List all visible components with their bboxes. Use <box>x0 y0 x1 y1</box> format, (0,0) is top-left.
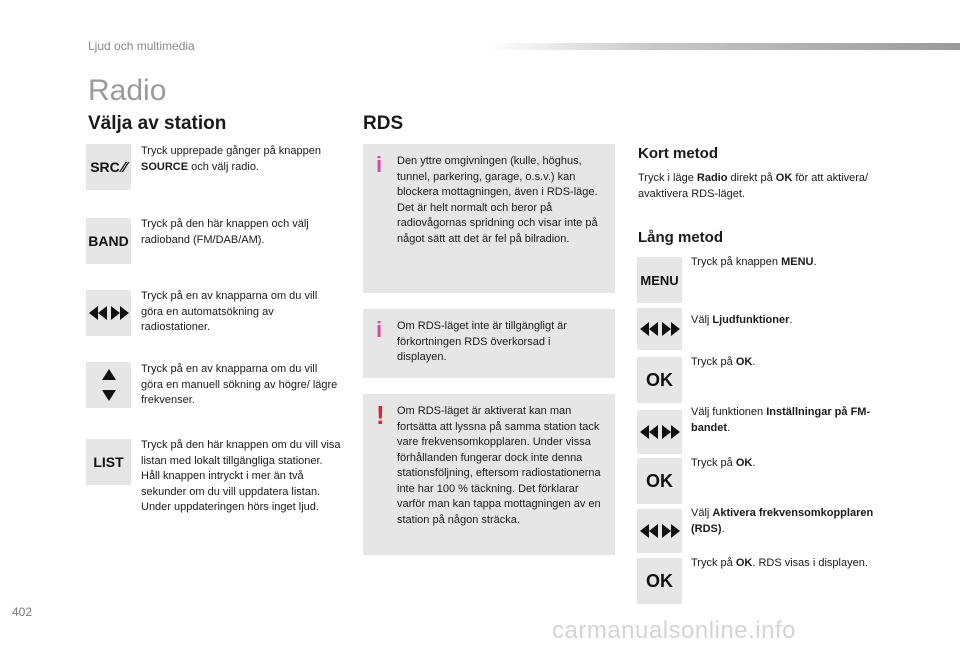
step-bold: OK <box>735 356 753 368</box>
seek-arrows-icon <box>86 290 131 336</box>
step-bold: Aktivera frekvensomkopplaren (RDS) <box>691 507 874 535</box>
short-bold-2: OK <box>775 172 793 184</box>
step-text: Tryck på <box>691 356 736 368</box>
band-instruction: Tryck på den här knappen och välj radioband (FM/DAB/AM). <box>141 218 309 246</box>
long-step-4 <box>691 405 881 436</box>
step-text: Välj <box>691 314 713 326</box>
ok-icon <box>637 558 682 604</box>
info-note-text: Den yttre omgivningen (kulle, höghus, tunnel, parkering, garage, o.s.v.) kan blockera mottagningen, även i RDS-läge. Det är helt normalt och beror på radiovågornas spridning och visar inte på något sätt att det är fel på bilradion. <box>397 155 598 245</box>
warning-note-frequency-switch <box>363 394 615 555</box>
heading-rds: RDS <box>363 113 404 134</box>
ok-icon <box>637 458 682 504</box>
step-bold: Inställningar på FM-bandet <box>691 406 871 434</box>
step-bold: Ljudfunktioner <box>712 314 790 326</box>
long-step-3 <box>691 355 901 371</box>
info-note-text: Om RDS-läget inte är tillgängligt är förkortningen RDS överkorsad i displayen. <box>397 320 567 363</box>
short-text-1: Tryck i läge <box>638 172 697 184</box>
header-bar <box>488 43 960 50</box>
info-icon: i <box>376 317 383 342</box>
short-bold-1: Radio <box>696 172 728 184</box>
seek-arrows-icon <box>637 410 682 454</box>
short-method-text <box>638 171 908 202</box>
page-number: 402 <box>12 605 33 619</box>
step-bold: OK <box>735 457 753 469</box>
short-text-2: direkt på <box>727 172 776 184</box>
step-text: . <box>813 256 817 268</box>
manual-seek-instruction: Tryck på en av knapparna om du vill göra en manuell sökning av högre/ lägre frekvenser. <box>141 363 338 406</box>
ok-icon <box>637 357 682 403</box>
heading-short-method: Kort metod <box>638 145 718 162</box>
step-text: Tryck på <box>691 557 736 569</box>
long-step-5 <box>691 456 901 472</box>
page-title: Radio <box>88 74 167 107</box>
list-icon-label: LIST <box>93 454 124 470</box>
warning-icon: ! <box>376 400 385 430</box>
src-text-2: och välj radio. <box>188 160 259 173</box>
step-text: Tryck på knappen <box>691 256 782 268</box>
heading-long-method: Lång metod <box>638 229 723 246</box>
ok-icon-label: OK <box>646 470 673 491</box>
info-icon: i <box>376 152 383 177</box>
ok-icon-label: OK <box>646 369 673 390</box>
info-note-rds-unavailable <box>363 309 615 378</box>
step-text: . <box>727 421 731 434</box>
list-icon <box>86 439 131 485</box>
src-icon <box>86 144 131 190</box>
step-text: . <box>752 356 756 368</box>
long-step-1 <box>691 255 901 271</box>
step-text: . <box>721 522 725 535</box>
menu-icon-label: MENU <box>640 272 679 288</box>
band-icon <box>86 218 131 264</box>
long-step-2 <box>691 313 901 329</box>
section-label: Ljud och multimedia <box>88 39 195 53</box>
step-text: Välj <box>691 507 713 519</box>
list-instruction: Tryck på den här knappen om du vill visa listan med lokalt tillgängliga stationer. Håll knappen intryckt i mer än två sekunder om du vill uppdatera listan. Under uppdateringen hörs inget ljud. <box>141 439 341 513</box>
seek-arrows-icon <box>637 509 682 553</box>
step-text: Tryck på <box>691 457 736 469</box>
seek-instruction: Tryck på en av knapparna om du vill göra en automatsökning av radiostationer. <box>141 290 318 333</box>
step-text: Välj funktionen <box>691 406 767 418</box>
src-slash-glyph: ⁄⁄ <box>121 158 127 176</box>
src-instruction <box>141 144 341 175</box>
long-step-7 <box>691 556 921 572</box>
step-text: . <box>752 457 756 469</box>
step-bold: MENU <box>781 256 814 268</box>
short-text-3: för att aktivera/ avaktivera RDS-läget. <box>638 172 869 200</box>
src-text-bold: SOURCE <box>141 160 189 173</box>
up-down-arrows-icon <box>86 362 131 408</box>
warning-note-text: Om RDS-läget är aktiverat kan man fortsätta att lyssna på samma station tack vare frekvensomkopplaren. Under vissa förhållanden fungerar dock inte denna stationsföljning, eftersom radiostationerna inte har 100 % täckning. Det förklarar varför man kan tappa mottagningen av en station på någon sträcka. <box>397 405 601 526</box>
step-bold: OK <box>735 557 753 569</box>
heading-select-station: Välja av station <box>88 113 227 134</box>
step-text: . RDS visas i displayen. <box>752 557 868 569</box>
src-icon-label: SRC <box>90 159 120 175</box>
band-icon-label: BAND <box>88 233 129 249</box>
step-text: . <box>789 314 793 326</box>
src-text-1: Tryck upprepade gånger på knappen <box>141 145 321 157</box>
watermark: carmanualsonline.info <box>552 617 796 644</box>
menu-icon <box>637 257 682 303</box>
long-step-6 <box>691 506 901 537</box>
info-note-reception <box>363 144 615 293</box>
ok-icon-label: OK <box>646 570 673 591</box>
seek-arrows-icon <box>637 308 682 350</box>
